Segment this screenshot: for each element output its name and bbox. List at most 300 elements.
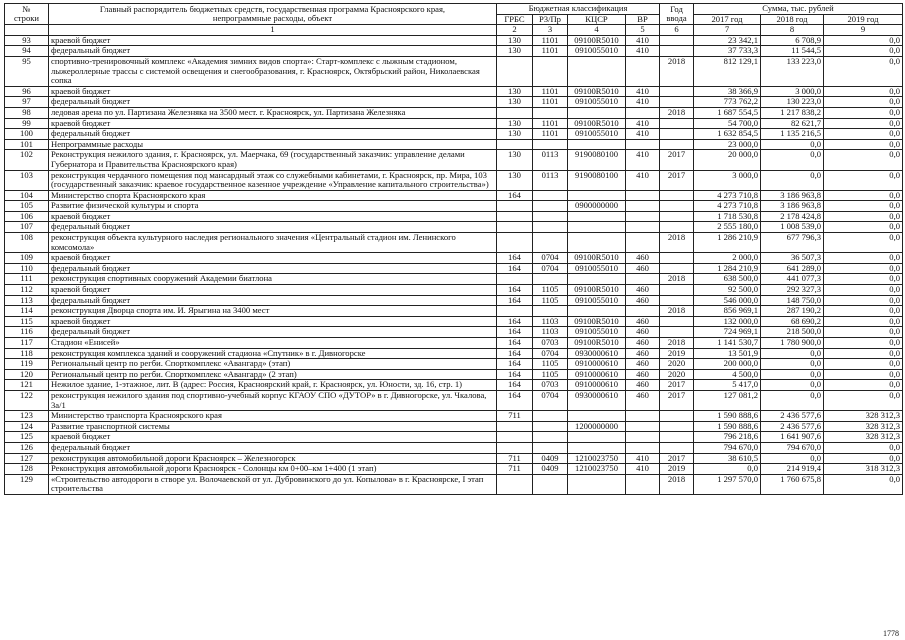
row-name-cell: Министерство транспорта Красноярского края (49, 411, 497, 422)
row-name-cell: Непрограммные расходы (49, 139, 497, 150)
year-cell (660, 421, 694, 432)
sum-2019-cell: 0,0 (824, 211, 903, 222)
rzpr-cell: 0703 (533, 380, 568, 391)
grbs-cell (497, 432, 533, 443)
sum-2018-cell: 1 641 907,6 (761, 432, 824, 443)
table-row (5, 348, 903, 359)
table-row (5, 150, 903, 170)
kcsr-cell: 0910000610 (568, 369, 626, 380)
sum-2019-cell: 328 312,3 (824, 411, 903, 422)
row-name-cell: федеральный бюджет (49, 327, 497, 338)
row-name-cell: федеральный бюджет (49, 295, 497, 306)
rzpr-cell (533, 306, 568, 317)
rzpr-cell (533, 233, 568, 253)
sum-2017-cell: 1 141 530,7 (694, 338, 761, 349)
sum-2018-cell: 2 436 577,6 (761, 411, 824, 422)
table-row (5, 129, 903, 140)
header-2019: 2019 год (824, 14, 903, 25)
year-cell: 2018 (660, 274, 694, 285)
table-row (5, 306, 903, 317)
grbs-cell (497, 274, 533, 285)
year-cell: 2018 (660, 338, 694, 349)
sum-2018-cell: 441 077,3 (761, 274, 824, 285)
sum-2019-cell: 0,0 (824, 150, 903, 170)
grbs-cell: 130 (497, 35, 533, 46)
sum-2017-cell: 3 000,0 (694, 170, 761, 190)
row-name-cell: спортивно-тренировочный комплекс «Академия зимних видов спорта»: Старт-комплекс с лыжным стадионом, лыжероллерные трассы с системой освещения и снегообразования, г. Красноярск, Октябрьский район, Николаевская сопка (49, 56, 497, 86)
row-name-cell: реконструкция Дворца спорта им. И. Ярыгина на 3400 мест (49, 306, 497, 317)
year-cell (660, 253, 694, 264)
rzpr-cell (533, 201, 568, 212)
vr-cell: 460 (626, 263, 660, 274)
grbs-cell: 711 (497, 411, 533, 422)
grbs-cell: 130 (497, 86, 533, 97)
sum-2018-cell: 148 750,0 (761, 295, 824, 306)
row-number-cell: 122 (5, 390, 49, 410)
table-row (5, 274, 903, 285)
sum-2018-cell: 677 796,3 (761, 233, 824, 253)
table-row (5, 474, 903, 494)
kcsr-cell: 0910055010 (568, 129, 626, 140)
row-number-cell: 94 (5, 46, 49, 57)
kcsr-cell (568, 190, 626, 201)
sum-2018-cell: 3 186 963,8 (761, 201, 824, 212)
kcsr-cell: 09100R5010 (568, 338, 626, 349)
kcsr-cell: 0910055010 (568, 295, 626, 306)
sum-2019-cell: 0,0 (824, 201, 903, 212)
row-number-cell: 104 (5, 190, 49, 201)
grbs-cell: 711 (497, 464, 533, 475)
grbs-cell (497, 201, 533, 212)
kcsr-cell: 09100R5010 (568, 35, 626, 46)
table-row (5, 170, 903, 190)
vr-cell: 460 (626, 253, 660, 264)
grbs-cell: 130 (497, 118, 533, 129)
sum-2018-cell: 641 289,0 (761, 263, 824, 274)
sum-2018-cell: 130 223,0 (761, 97, 824, 108)
year-cell (660, 285, 694, 296)
rzpr-cell (533, 139, 568, 150)
kcsr-cell: 9190080100 (568, 170, 626, 190)
kcsr-cell (568, 306, 626, 317)
sum-2018-cell: 3 186 963,8 (761, 190, 824, 201)
rzpr-cell: 1103 (533, 316, 568, 327)
sum-2018-cell: 82 621,7 (761, 118, 824, 129)
rzpr-cell: 0704 (533, 253, 568, 264)
kcsr-cell (568, 274, 626, 285)
column-number: 2 (497, 25, 533, 36)
year-cell: 2018 (660, 233, 694, 253)
sum-2017-cell: 856 969,1 (694, 306, 761, 317)
vr-cell (626, 222, 660, 233)
kcsr-cell (568, 233, 626, 253)
kcsr-cell (568, 432, 626, 443)
sum-2017-cell: 812 129,1 (694, 56, 761, 86)
grbs-cell: 164 (497, 338, 533, 349)
grbs-cell (497, 211, 533, 222)
sum-2017-cell: 796 218,6 (694, 432, 761, 443)
grbs-cell: 164 (497, 348, 533, 359)
row-name-cell: краевой бюджет (49, 432, 497, 443)
vr-cell: 460 (626, 348, 660, 359)
row-name-cell: федеральный бюджет (49, 46, 497, 57)
row-name-cell: федеральный бюджет (49, 263, 497, 274)
row-number-cell: 121 (5, 380, 49, 391)
column-number: 5 (626, 25, 660, 36)
sum-2019-cell: 0,0 (824, 46, 903, 57)
sum-2017-cell: 13 501,9 (694, 348, 761, 359)
year-cell (660, 316, 694, 327)
table-row (5, 56, 903, 86)
row-name-cell: Региональный центр по регби. Спорткомплекс «Авангард» (2 этап) (49, 369, 497, 380)
sum-2017-cell: 92 500,0 (694, 285, 761, 296)
sum-2017-cell: 1 286 210,9 (694, 233, 761, 253)
row-number-cell: 100 (5, 129, 49, 140)
row-number-cell: 102 (5, 150, 49, 170)
grbs-cell: 164 (497, 285, 533, 296)
sum-2018-cell: 0,0 (761, 359, 824, 370)
row-name-cell: Стадион «Енисей» (49, 338, 497, 349)
year-cell: 2017 (660, 380, 694, 391)
vr-cell (626, 474, 660, 494)
kcsr-cell (568, 411, 626, 422)
year-cell (660, 118, 694, 129)
sum-2019-cell: 0,0 (824, 56, 903, 86)
kcsr-cell: 0930000610 (568, 348, 626, 359)
year-cell (660, 211, 694, 222)
budget-table (4, 3, 903, 495)
kcsr-cell (568, 56, 626, 86)
vr-cell: 460 (626, 390, 660, 410)
column-number: 6 (660, 25, 694, 36)
row-name-cell: краевой бюджет (49, 35, 497, 46)
column-number (5, 25, 49, 36)
year-cell: 2020 (660, 369, 694, 380)
sum-2018-cell: 1 780 900,0 (761, 338, 824, 349)
row-number-cell: 119 (5, 359, 49, 370)
table-row (5, 201, 903, 212)
vr-cell (626, 411, 660, 422)
row-number-cell: 128 (5, 464, 49, 475)
row-number-cell: 99 (5, 118, 49, 129)
kcsr-cell: 0910055010 (568, 97, 626, 108)
table-row (5, 464, 903, 475)
year-cell (660, 201, 694, 212)
rzpr-cell: 1105 (533, 295, 568, 306)
grbs-cell (497, 306, 533, 317)
kcsr-cell: 0910055010 (568, 46, 626, 57)
vr-cell: 410 (626, 129, 660, 140)
vr-cell: 410 (626, 97, 660, 108)
row-name-cell: реконструкция автомобильной дороги Красноярск – Железногорск (49, 453, 497, 464)
rzpr-cell: 1101 (533, 46, 568, 57)
row-number-cell: 129 (5, 474, 49, 494)
kcsr-cell: 0910055010 (568, 263, 626, 274)
vr-cell: 460 (626, 316, 660, 327)
sum-2019-cell: 328 312,3 (824, 432, 903, 443)
vr-cell: 460 (626, 338, 660, 349)
grbs-cell: 130 (497, 46, 533, 57)
year-cell (660, 263, 694, 274)
row-number-cell: 109 (5, 253, 49, 264)
kcsr-cell: 09100R5010 (568, 285, 626, 296)
column-number-row (5, 25, 903, 36)
table-row (5, 211, 903, 222)
row-number-cell: 95 (5, 56, 49, 86)
vr-cell (626, 306, 660, 317)
sum-2017-cell: 1 718 530,8 (694, 211, 761, 222)
header-main-column: Главный распорядитель бюджетных средств, государственная программа Красноярского края, непрограммные расходы, объект (49, 4, 497, 25)
page-number: 1778 (883, 629, 899, 638)
sum-2018-cell: 1 217 838,2 (761, 107, 824, 118)
sum-2017-cell: 0,0 (694, 464, 761, 475)
vr-cell: 460 (626, 327, 660, 338)
sum-2017-cell: 38 610,5 (694, 453, 761, 464)
sum-2017-cell: 54 700,0 (694, 118, 761, 129)
year-cell (660, 411, 694, 422)
sum-2017-cell: 200 000,0 (694, 359, 761, 370)
sum-2017-cell: 38 366,9 (694, 86, 761, 97)
kcsr-cell: 09100R5010 (568, 316, 626, 327)
row-number-cell: 108 (5, 233, 49, 253)
sum-2019-cell: 0,0 (824, 306, 903, 317)
sum-2017-cell: 1 632 854,5 (694, 129, 761, 140)
header-kcsr: КЦСР (568, 14, 626, 25)
rzpr-cell: 1103 (533, 327, 568, 338)
rzpr-cell: 1101 (533, 129, 568, 140)
grbs-cell: 164 (497, 263, 533, 274)
rzpr-cell (533, 442, 568, 453)
sum-2017-cell: 1 284 210,9 (694, 263, 761, 274)
year-cell (660, 139, 694, 150)
table-row (5, 432, 903, 443)
vr-cell (626, 56, 660, 86)
table-row (5, 233, 903, 253)
table-row (5, 222, 903, 233)
rzpr-cell: 1105 (533, 285, 568, 296)
year-cell (660, 432, 694, 443)
row-name-cell: реконструкция спортивных сооружений Академии биатлона (49, 274, 497, 285)
table-row (5, 442, 903, 453)
column-number: 7 (694, 25, 761, 36)
vr-cell (626, 201, 660, 212)
vr-cell: 410 (626, 453, 660, 464)
table-row (5, 285, 903, 296)
year-cell: 2018 (660, 56, 694, 86)
row-name-cell: федеральный бюджет (49, 129, 497, 140)
sum-2019-cell: 0,0 (824, 97, 903, 108)
row-name-cell: Развитие транспортной системы (49, 421, 497, 432)
table-row (5, 35, 903, 46)
sum-2019-cell: 0,0 (824, 274, 903, 285)
sum-2017-cell: 4 273 710,8 (694, 190, 761, 201)
rzpr-cell (533, 411, 568, 422)
year-cell: 2018 (660, 306, 694, 317)
row-name-cell: Реконструкция нежилого здания, г. Красноярск, ул. Маерчака, 69 (государственный заказчик: управление делами Губернатора и Правительства Красноярского края) (49, 150, 497, 170)
grbs-cell: 130 (497, 129, 533, 140)
sum-2017-cell: 1 687 554,5 (694, 107, 761, 118)
sum-2019-cell: 0,0 (824, 474, 903, 494)
sum-2019-cell: 328 312,3 (824, 421, 903, 432)
header-2018: 2018 год (761, 14, 824, 25)
row-number-cell: 111 (5, 274, 49, 285)
grbs-cell (497, 139, 533, 150)
kcsr-cell (568, 139, 626, 150)
row-number-cell: 117 (5, 338, 49, 349)
column-number: 1 (49, 25, 497, 36)
sum-2018-cell: 2 178 424,8 (761, 211, 824, 222)
sum-2018-cell: 0,0 (761, 150, 824, 170)
rzpr-cell: 0113 (533, 150, 568, 170)
rzpr-cell (533, 107, 568, 118)
sum-2017-cell: 773 762,2 (694, 97, 761, 108)
sum-2018-cell: 0,0 (761, 348, 824, 359)
table-row (5, 380, 903, 391)
row-name-cell: краевой бюджет (49, 118, 497, 129)
vr-cell (626, 274, 660, 285)
table-row (5, 118, 903, 129)
column-number: 4 (568, 25, 626, 36)
row-number-cell: 124 (5, 421, 49, 432)
vr-cell (626, 442, 660, 453)
rzpr-cell (533, 432, 568, 443)
kcsr-cell: 0910055010 (568, 327, 626, 338)
vr-cell: 460 (626, 380, 660, 391)
year-cell: 2017 (660, 170, 694, 190)
row-name-cell: Министерство спорта Красноярского края (49, 190, 497, 201)
kcsr-cell: 1210023750 (568, 453, 626, 464)
sum-2018-cell: 2 436 577,6 (761, 421, 824, 432)
row-name-cell: краевой бюджет (49, 253, 497, 264)
kcsr-cell (568, 107, 626, 118)
table-row (5, 359, 903, 370)
sum-2019-cell: 0,0 (824, 86, 903, 97)
row-name-cell: ледовая арена по ул. Партизана Железняка на 3500 мест. г. Красноярск, ул. Партизана Железняка (49, 107, 497, 118)
sum-2017-cell: 4 273 710,8 (694, 201, 761, 212)
row-number-cell: 112 (5, 285, 49, 296)
table-row (5, 390, 903, 410)
table-row (5, 421, 903, 432)
vr-cell: 410 (626, 464, 660, 475)
row-number-cell: 96 (5, 86, 49, 97)
table-row (5, 453, 903, 464)
vr-cell: 410 (626, 86, 660, 97)
kcsr-cell (568, 442, 626, 453)
sum-2019-cell: 0,0 (824, 442, 903, 453)
grbs-cell: 711 (497, 453, 533, 464)
rzpr-cell: 0704 (533, 348, 568, 359)
column-number: 3 (533, 25, 568, 36)
sum-2018-cell: 1 760 675,8 (761, 474, 824, 494)
sum-2018-cell: 0,0 (761, 380, 824, 391)
kcsr-cell: 1200000000 (568, 421, 626, 432)
year-cell: 2017 (660, 453, 694, 464)
year-cell (660, 442, 694, 453)
sum-2018-cell: 214 919,4 (761, 464, 824, 475)
header-row-number: № строки (5, 4, 49, 25)
table-row (5, 190, 903, 201)
sum-2017-cell: 2 555 180,0 (694, 222, 761, 233)
row-name-cell: Нежилое здание, 1-этажное, лит. В (адрес: Россия, Красноярский край, г. Красноярск, ул. Юности, зд. 16, стр. 1) (49, 380, 497, 391)
grbs-cell: 164 (497, 295, 533, 306)
rzpr-cell: 1101 (533, 86, 568, 97)
row-number-cell: 127 (5, 453, 49, 464)
row-name-cell: Региональный центр по регби. Спорткомплекс «Авангард» (этап) (49, 359, 497, 370)
row-name-cell: краевой бюджет (49, 86, 497, 97)
kcsr-cell: 09100R5010 (568, 253, 626, 264)
row-number-cell: 106 (5, 211, 49, 222)
sum-2018-cell: 6 708,9 (761, 35, 824, 46)
header-budget-classification: Бюджетная классификация (497, 4, 660, 15)
table-row (5, 263, 903, 274)
vr-cell (626, 190, 660, 201)
sum-2019-cell: 0,0 (824, 348, 903, 359)
grbs-cell: 164 (497, 380, 533, 391)
sum-2017-cell: 1 297 570,0 (694, 474, 761, 494)
sum-2019-cell: 0,0 (824, 253, 903, 264)
row-number-cell: 107 (5, 222, 49, 233)
year-cell (660, 35, 694, 46)
sum-2018-cell: 0,0 (761, 390, 824, 410)
sum-2017-cell: 23 000,0 (694, 139, 761, 150)
sum-2017-cell: 1 590 888,6 (694, 421, 761, 432)
table-row (5, 107, 903, 118)
rzpr-cell (533, 222, 568, 233)
rzpr-cell: 0704 (533, 263, 568, 274)
column-number: 9 (824, 25, 903, 36)
vr-cell: 460 (626, 359, 660, 370)
year-cell: 2018 (660, 474, 694, 494)
year-cell: 2017 (660, 390, 694, 410)
year-cell (660, 86, 694, 97)
sum-2019-cell: 0,0 (824, 453, 903, 464)
row-number-cell: 120 (5, 369, 49, 380)
sum-2019-cell: 0,0 (824, 233, 903, 253)
grbs-cell: 130 (497, 97, 533, 108)
sum-2019-cell: 318 312,3 (824, 464, 903, 475)
table-row (5, 46, 903, 57)
year-cell (660, 295, 694, 306)
rzpr-cell: 1105 (533, 369, 568, 380)
sum-2018-cell: 0,0 (761, 453, 824, 464)
vr-cell: 410 (626, 35, 660, 46)
vr-cell (626, 421, 660, 432)
row-number-cell: 98 (5, 107, 49, 118)
table-row (5, 253, 903, 264)
sum-2019-cell: 0,0 (824, 222, 903, 233)
row-number-cell: 101 (5, 139, 49, 150)
budget-table-sheet (4, 3, 903, 495)
rzpr-cell (533, 190, 568, 201)
year-cell (660, 97, 694, 108)
sum-2018-cell: 794 670,0 (761, 442, 824, 453)
sum-2019-cell: 0,0 (824, 190, 903, 201)
kcsr-cell: 0900000000 (568, 201, 626, 212)
table-row (5, 139, 903, 150)
table-row (5, 338, 903, 349)
grbs-cell: 164 (497, 359, 533, 370)
table-row (5, 295, 903, 306)
row-name-cell: Реконструкция автомобильной дороги Красноярск - Солонцы км 0+00–км 1+400 (1 этап) (49, 464, 497, 475)
sum-2019-cell: 0,0 (824, 129, 903, 140)
vr-cell (626, 211, 660, 222)
sum-2017-cell: 37 733,3 (694, 46, 761, 57)
year-cell (660, 46, 694, 57)
sum-2017-cell: 132 000,0 (694, 316, 761, 327)
row-name-cell: федеральный бюджет (49, 97, 497, 108)
rzpr-cell: 1101 (533, 35, 568, 46)
vr-cell (626, 107, 660, 118)
